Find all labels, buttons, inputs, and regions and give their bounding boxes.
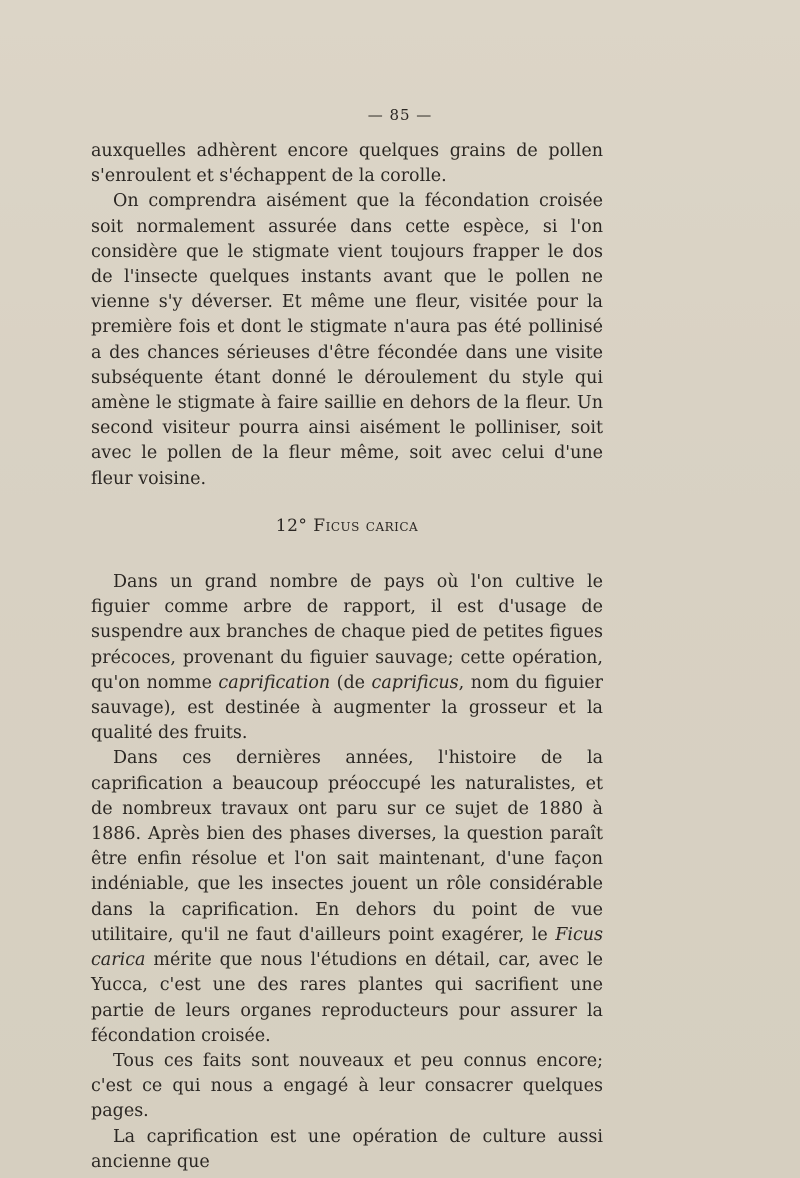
text-run: , nom du figuier sauvage), est destinée à augmenter la grosseur et la qualité des fruits. <box>91 672 604 744</box>
paragraph-fecondation: On comprendra aisément que la fécondation croisée soit normalement assurée dans cette espèce, si l'on considère que le stigmate vient toujours frapper le dos de l'insecte quelques instants avant que le pollen ne vienne s'y déverser. Et même une fleur, visitée pour la première fois et dont le stigmate n'aura pas été pollinisé a des chances sérieuses d'être fécondée dans une visite subséquente étant donné le déroulement du style qui amène le stigmate à faire saillie en dehors de la fleur. Un second visiteur pourra ainsi aisément le polliniser, soit avec le pollen de la fleur même, soit avec celui d'une fleur voisine. <box>91 191 603 489</box>
term-caprificus: caprificus <box>371 672 459 693</box>
paragraph-ancient-practice: La caprification est une opération de culture aussi ancienne que <box>91 1126 603 1172</box>
paragraph-caprification-intro <box>91 570 603 746</box>
text-run: Dans ces dernières années, l'histoire de la caprification a beaucoup préoccupé les naturalistes, et de nombreux travaux ont paru sur ce sujet de 1880 à 1886. Après bien des phases diverses, la question paraît être enfin résolue et l'on sait maintenant, d'une façon indéniable, que les insectes jouent un rôle considérable dans la caprification. En dehors du point de vue utilitaire, qu'il ne faut d'ailleurs point exagérer, le <box>91 748 603 945</box>
paragraph-new-facts: Tous ces faits sont nouveaux et peu connus encore; c'est ce qui nous a engagé à leur consacrer quelques pages. <box>91 1050 603 1122</box>
text-run: Dans un grand nombre de pays où l'on cultive le figuier comme arbre de rapport, il est d'usage de suspendre aux branches de chaque pied de petites figues précoces, provenant du figuier sauvage; cette opération, qu'on nomme <box>91 572 603 693</box>
paragraph-history <box>91 746 603 1048</box>
page-number: — 85 — <box>367 106 433 124</box>
term-caprification: caprification <box>218 672 331 693</box>
section-heading <box>91 514 603 539</box>
term-ficus-carica: Ficus carica <box>91 924 603 971</box>
text-run: (de <box>330 672 372 693</box>
text-run: mérite que nous l'étudions en détail, car, avec le Yucca, c'est une des rares plantes qui sacrifient une partie de leurs organes reproducteurs pour assurer la fécondation croisée. <box>91 950 603 1046</box>
body-text <box>91 139 603 1175</box>
section-heading-text: 12° Ficus carica <box>275 515 419 536</box>
paragraph-continuation: auxquelles adhèrent encore quelques grains de pollen s'enroulent et s'échappent de la corolle. <box>91 141 603 187</box>
